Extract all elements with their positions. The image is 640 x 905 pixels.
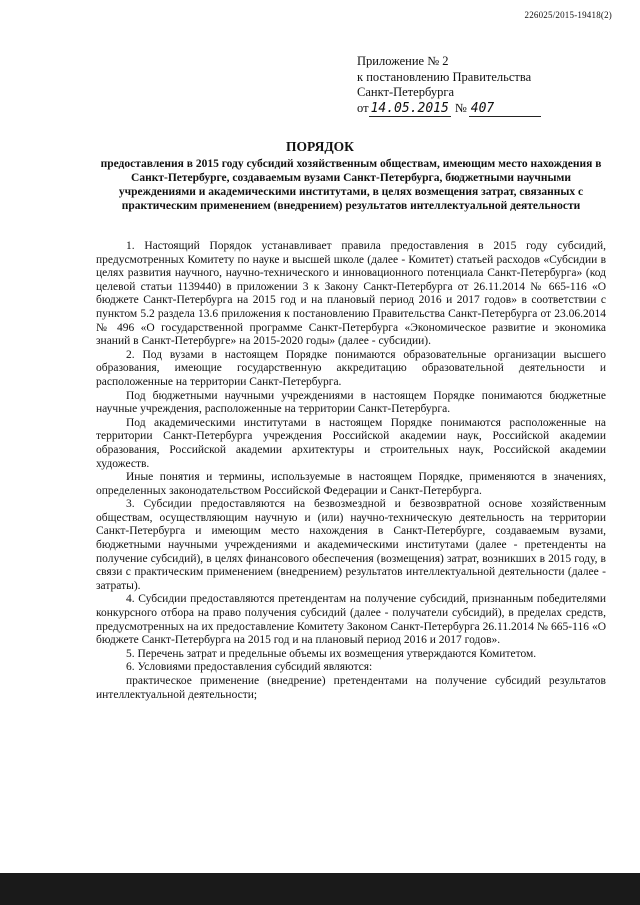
document-body (96, 240, 606, 702)
appendix-line-1: Приложение № 2 (357, 54, 449, 68)
paragraph: Под академическими институтами в настоящем Порядке понимаются расположенные на территории Санкт-Петербурга учреждения Российской академии наук, Российской академии образования, Российской академии архитектуры и строительных наук, Российской академии художеств. (96, 416, 606, 470)
paragraph: 6. Условиями предоставления субсидий являются: (126, 661, 373, 674)
appendix-line-3: Санкт-Петербурга (357, 85, 455, 99)
paragraph: 3. Субсидии предоставляются на безвозмездной и безвозвратной основе хозяйственным обществам, осуществляющим научную и (или) научно-техническую деятельность на территории Санкт-Петербурга и имеющим место нахождения в Санкт-Петербурге, создаваемым вузами, бюджетными научными учреждениями и академическими институтами (далее - претенденты на получение субсидий), в целях финансового обеспечения (возмещения) затрат, возникших в 2015 году, в связи с практическим применением (внедрением) результатов интеллектуальной деятельности (далее - затраты). (96, 498, 606, 592)
paragraph: 4. Субсидии предоставляются претендентам на получение субсидий, признанным победителями конкурсного отбора на право получения субсидий (далее - получатели субсидий), в пределах средств, предусмотренных на их предоставление Комитету Законом Санкт-Петербурга 26.11.2014 № 665-116 «О бюджете Санкт-Петербурга на 2015 год и на плановый период 2016 и 2017 годов». (96, 593, 606, 647)
document-id: 226025/2015-19418(2) (524, 10, 612, 20)
handwritten-date: 14.05.2015 (370, 100, 449, 116)
scan-bottom-edge (0, 873, 640, 905)
appendix-block (357, 54, 541, 117)
appendix-line-2: к постановлению Правительства (357, 69, 532, 84)
document-title: ПОРЯДОК (286, 139, 354, 154)
paragraph: 5. Перечень затрат и предельные объемы их возмещения утверждаются Комитетом. (126, 647, 537, 660)
paragraph: Иные понятия и термины, используемые в настоящем Порядке, применяются в значениях, определенных законодательством Российской Федерации и Санкт-Петербурга. (96, 471, 606, 497)
handwritten-number: 407 (469, 102, 541, 117)
paragraph: 1. Настоящий Порядок устанавливает правила предоставления в 2015 году субсидий, предусмотренных Комитету по науке и высшей школе (далее - Комитет) статьей расходов «Субсидии в целях развития научного, научно-технического и инновационного потенциала Санкт-Петербурга» (код целевой статьи 1139440) в приложении 3 к Закону Санкт-Петербурга от 26.11.2014 № 665-116 «О бюджете Санкт-Петербурга на 2015 год и на плановый период 2016 и 2017 годов» в соответствии с пунктом 5.2 раздела 13.6 приложения к постановлению Правительства Санкт-Петербурга от 23.06.2014 № 496 «О государственной программе Санкт-Петербурга «Экономическое развитие и экономика знаний в Санкт-Петербурге» на 2015-2020 годы» (далее - субсидии). (96, 240, 606, 348)
date-prefix: от (357, 100, 369, 115)
paragraph: Под бюджетными научными учреждениями в настоящем Порядке понимаются бюджетные научные учреждения, расположенные на территории Санкт-Петербурга. (96, 389, 606, 416)
paragraph: практическое применение (внедрение) претендентами на получение субсидий результатов интеллектуальной деятельности; (96, 675, 606, 701)
paragraph: 2. Под вузами в настоящем Порядке понимаются образовательные организации высшего образования, имеющие государственную аккредитацию образовательной деятельности и расположенные на территории Санкт-Петербурга. (96, 348, 606, 388)
number-label: № (454, 100, 467, 115)
document-subtitle: предоставления в 2015 году субсидий хозяйственным обществам, имеющим место нахождения в Санкт-Петербурге, создаваемым вузами Санкт-Петербурга, бюджетными научными учреждениями и академическими институтами, в целях возмещения затрат, связанных с практическим применением (внедрением) результатов интеллектуальной деятельности (100, 158, 602, 212)
appendix-date-line (357, 101, 541, 117)
